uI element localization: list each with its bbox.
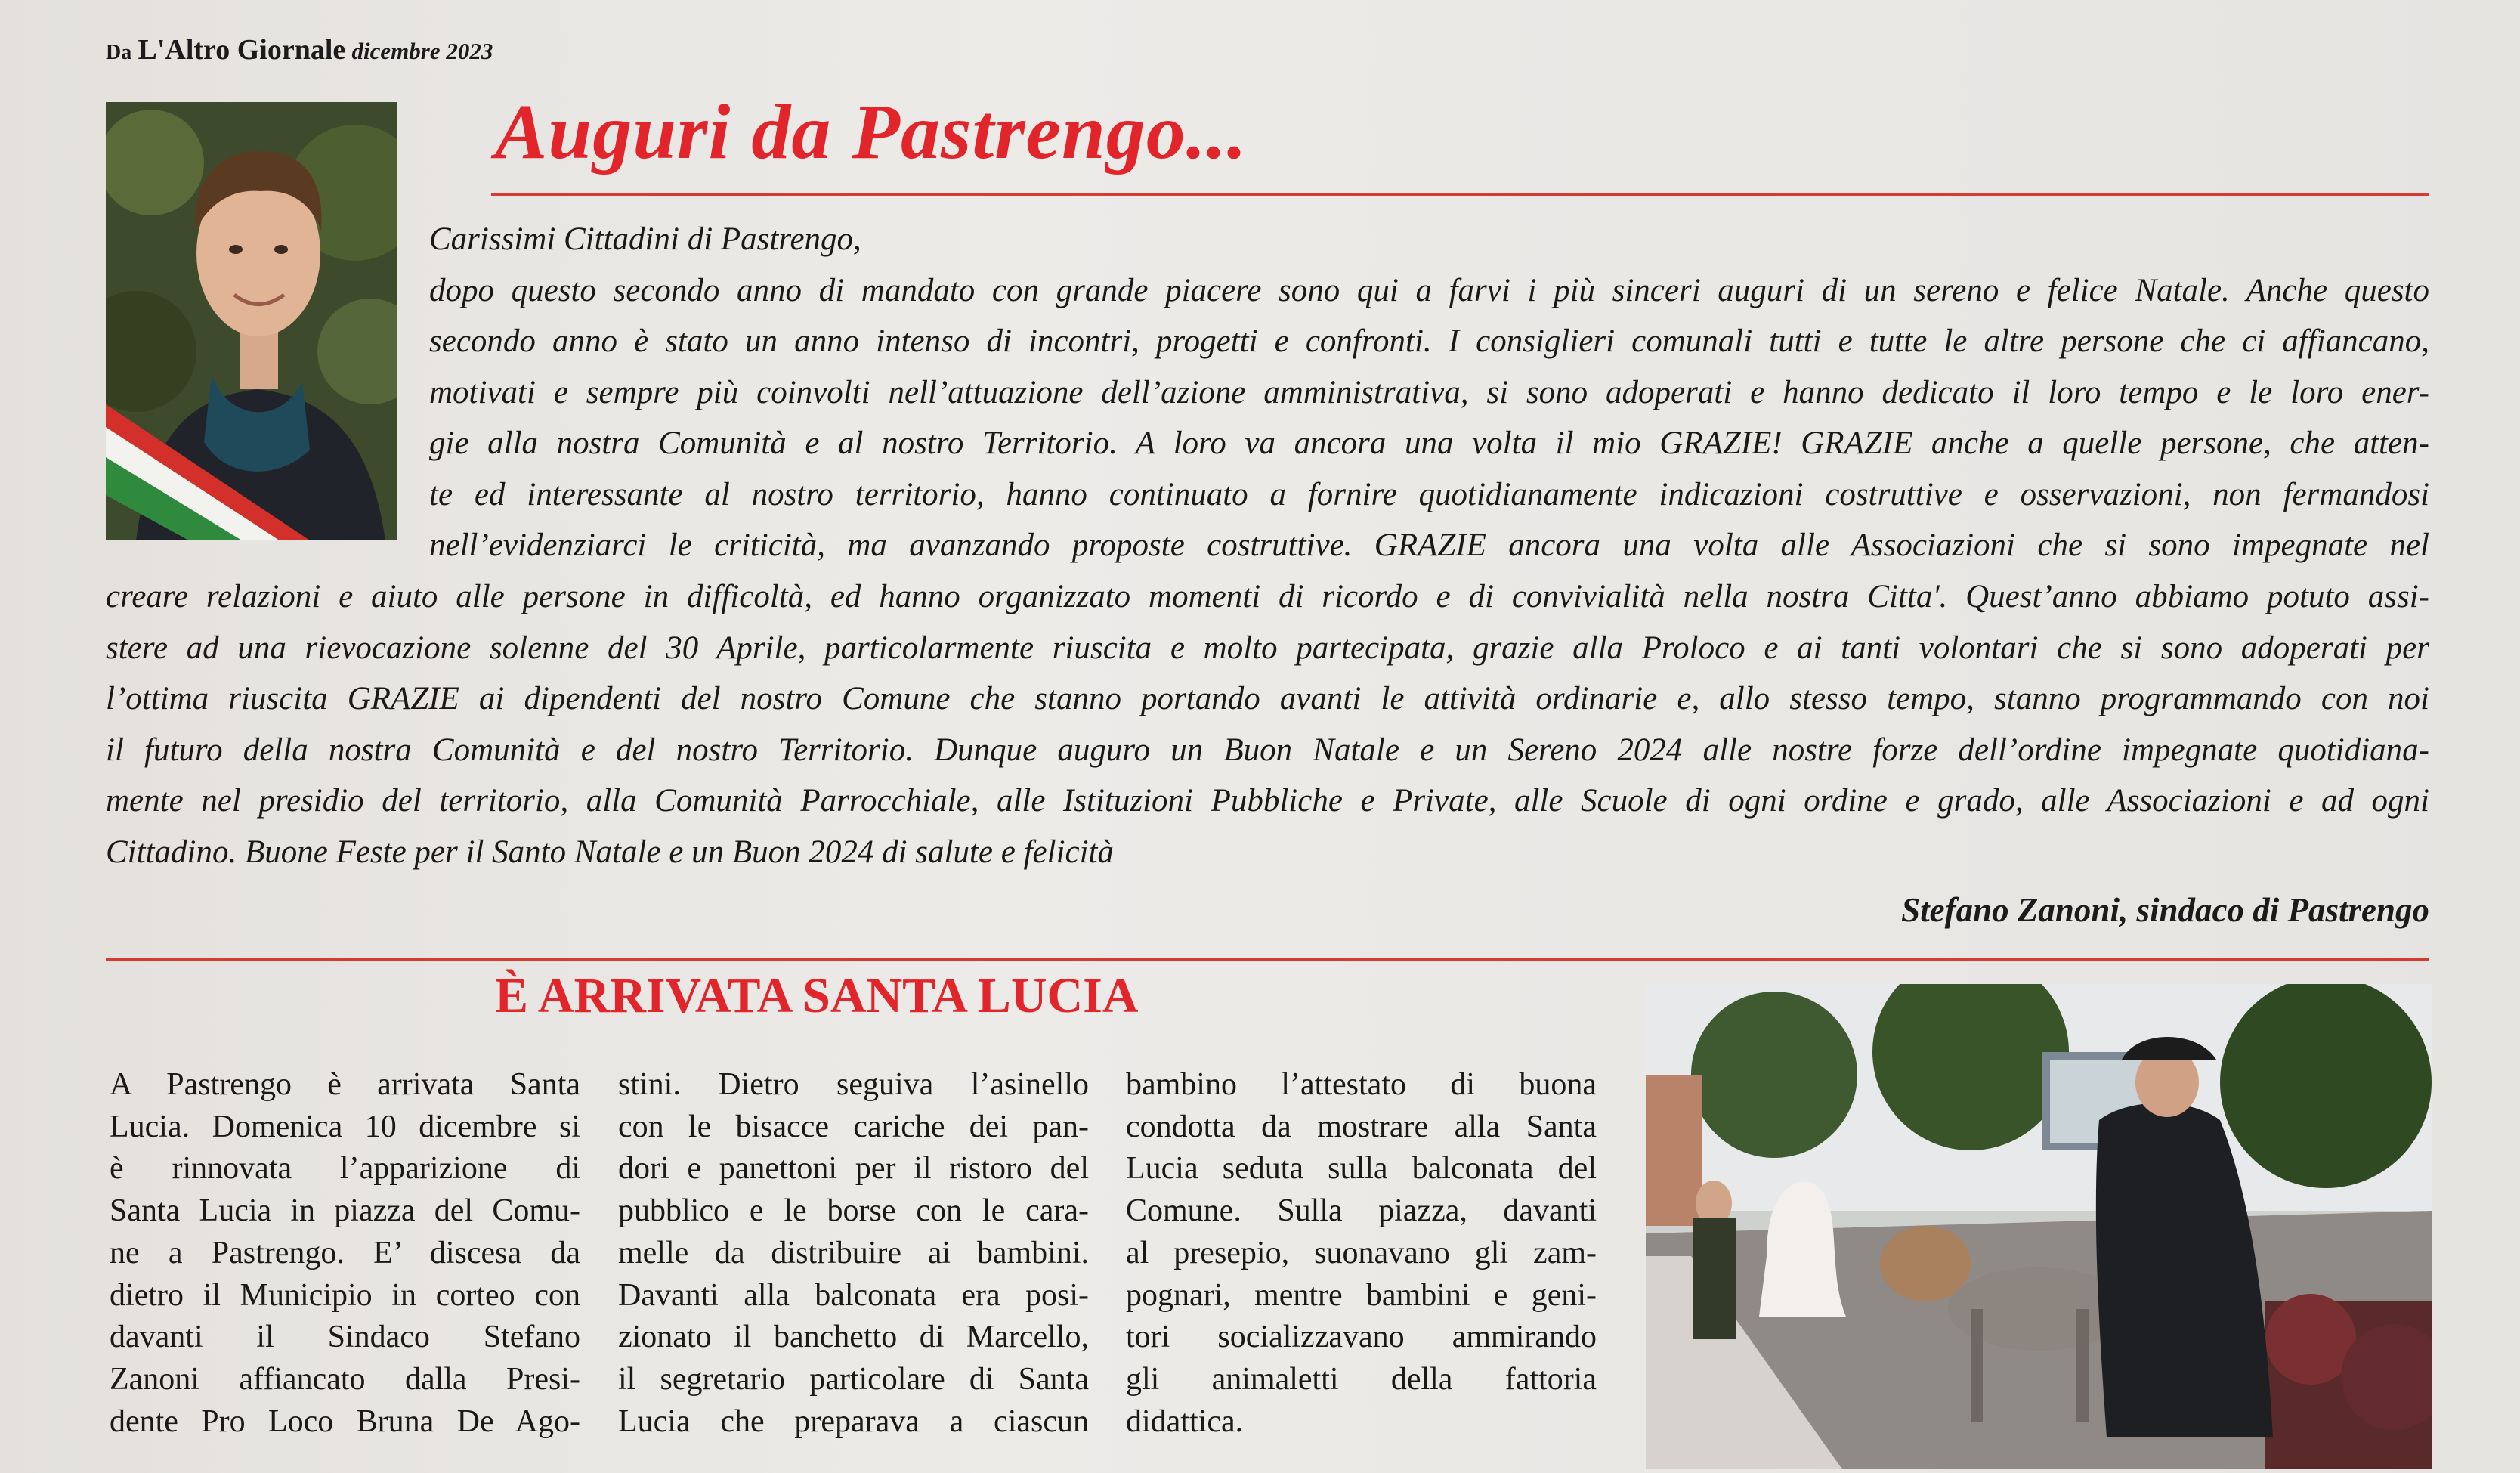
column-line: è rinnovata l’apparizione di [110,1151,580,1187]
letter-line: dopo questo secondo anno di mandato con grande piacere sono qui a farvi i più sinceri auguri di un sereno e felice Natale. Anche questo [429,272,2429,308]
column-line: stini. Dietro seguiva l’asinello [618,1067,1089,1102]
article-column-2 [618,1064,1089,1443]
column-line: dente Pro Loco Bruna De Ago- [110,1403,580,1439]
column-line: dori e panettoni per il ristoro del [618,1151,1089,1187]
column-line: condotta da mostrare alla Santa [1126,1109,1597,1144]
column-line: gli animaletti della fattoria [1126,1361,1597,1397]
letter-line: Carissimi Cittadini di Pastrengo, [429,221,861,257]
article-title-santa-lucia: È ARRIVATA SANTA LUCIA [495,968,1139,1023]
column-line: Lucia seduta sulla balconata del [1126,1151,1597,1187]
letter-body-full-width [106,571,2429,877]
section-divider [106,958,2429,961]
column-line: didattica. [1126,1403,1244,1439]
title-underline [491,193,2429,196]
santa-lucia-procession-photo [1646,984,2432,1469]
column-line: Zanoni affiancato dalla Presi- [110,1361,580,1397]
column-line: melle da distribuire ai bambini. [618,1235,1089,1270]
letter-line: l’ottima riuscita GRAZIE ai dipendenti del nostro Comune che stanno portando avanti le attività ordinarie e, allo stesso tempo, stanno programmando con noi [106,681,2429,716]
column-line: ne a Pastrengo. E’ discesa da [110,1235,580,1270]
column-line: con le bisacce cariche dei pan- [618,1109,1089,1144]
column-line: Lucia che preparava a ciascun [618,1403,1089,1439]
article-column-3 [1126,1064,1597,1443]
column-line: il segretario particolare di Santa [618,1361,1089,1397]
letter-line: gie alla nostra Comunità e al nostro Territorio. A loro va ancora una volta il mio GRAZIE! GRAZIE anche a quelle persone, che atten- [429,425,2429,461]
letter-line: mente nel presidio del territorio, alla Comunità Parrocchiale, alle Istituzioni Pubbliche e Private, alle Scuole di ogni ordine e grado, alle Associazioni e ad ogni [106,783,2429,819]
column-line: pubblico e le borse con le cara- [618,1193,1089,1229]
column-line: Davanti alla balconata era posi- [618,1277,1089,1313]
column-line: A Pastrengo è arrivata Santa [110,1067,580,1102]
issue-date: dicembre 2023 [351,38,493,64]
column-line: Santa Lucia in piazza del Comu- [110,1193,580,1229]
letter-line: motivati e sempre più coinvolti nell’attuazione dell’azione amministrativa, si sono adoperati e hanno dedicato il loro tempo e le loro ener- [429,374,2429,410]
newspaper-header [106,33,493,67]
column-line: davanti il Sindaco Stefano [110,1320,580,1355]
mayor-portrait-photo [106,102,397,540]
column-line: Comune. Sulla piazza, davanti [1126,1193,1597,1229]
letter-line: secondo anno è stato un anno intenso di incontri, progetti e confronti. I consiglieri comunali tutti e tutte le altre persone che ci affiancano, [429,323,2429,359]
column-line: bambino l’attestato di buona [1126,1067,1597,1102]
column-line: al presepio, suonavano gli zam- [1126,1235,1597,1270]
column-line: dietro il Municipio in corteo con [110,1277,580,1313]
letter-line: creare relazioni e aiuto alle persone in difficoltà, ed hanno organizzato momenti di ricordo e di convivialità nella nostra Citta'. Quest’anno abbiamo potuto assi- [106,579,2429,614]
article-column-1 [110,1064,580,1443]
letter-body [429,214,2429,571]
letter-line: stere ad una rievocazione solenne del 30 Aprile, particolarmente riuscita e molto partecipata, grazie alla Proloco e ai tanti volontari che si sono adoperati per [106,630,2429,666]
newspaper-name: L'Altro Giornale [138,34,346,66]
column-line: pognari, mentre bambini e geni- [1126,1277,1597,1313]
header-prefix: Da [106,41,132,64]
letter-line: il futuro della nostra Comunità e del nostro Territorio. Dunque auguro un Buon Natale e un Sereno 2024 alle nostre forze dell’ordine impegnate quotidiana- [106,732,2429,768]
article-title-auguri: Auguri da Pastrengo... [495,88,1248,175]
signature: Stefano Zanoni, sindaco di Pastrengo [1901,891,2429,929]
letter-line: nell’evidenziarci le criticità, ma avanzando proposte costruttive. GRAZIE ancora una volta alle Associazioni che si sono impegnate nel [429,528,2429,563]
letter-line: Cittadino. Buone Feste per il Santo Natale e un Buon 2024 di salute e felicità [106,834,1115,870]
column-line: tori socializzavano ammirando [1126,1320,1597,1355]
column-line: zionato il banchetto di Marcello, [618,1320,1089,1355]
column-line: Lucia. Domenica 10 dicembre si [110,1109,580,1144]
letter-line: te ed interessante al nostro territorio, hanno continuato a fornire quotidianamente indicazioni costruttive e osservazioni, non fermandosi [429,476,2429,512]
